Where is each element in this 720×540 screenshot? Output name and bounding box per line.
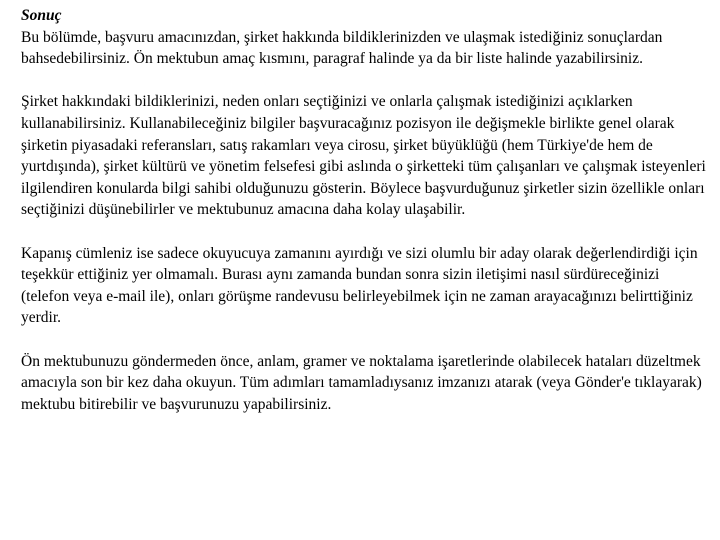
paragraph-closing-sentence: Kapanış cümleniz ise sadece okuyucuya zamanını ayırdığı ve sizi olumlu bir aday olarak değerlendirdiği için teşekkür ettiğiniz yer olmamalı. Burası aynı zamanda bundan sonra sizin iletişimi nasıl sürdüreceğinizi (telefon veya e-mail ile), onları görüşme randevusu belirleyebilmek için ne zaman arayacağınızı belirttiğiniz yerdir. [21,244,698,327]
paragraph-company-knowledge: Şirket hakkındaki bildiklerinizi, neden onları seçtiğinizi ve onlarla çalışmak istediğinizi açıklarken kullanabilirsiniz. Kullanabileceğiniz bilgiler başvuracağınız pozisyon ile değişmekle birlikte genel olarak şirketin piyasadaki referansları, satış rakamları veya cirosu, şirket büyüklüğü (hem Türkiye'de hem de yurtdışında), şirket kültürü ve yönetim felsefesi gibi aslında o şirketteki tüm çalışanları ve çalışmak isteyenleri ilgilendiren konularda bilgi sahibi olduğunuzu gösterin. Böylece başvurduğunuz şirketler sizin özellikle onları seçtiğinizi düşünebilirler ve mektubunuz amacına daha kolay ulaşabilir. [21,93,706,219]
paragraph-introduction: Bu bölümde, başvuru amacınızdan, şirket hakkında bildiklerinizden ve ulaşmak istediğiniz sonuçlardan bahsedebilirsiniz. Ön mektubun amaç kısmını, paragraf halinde ya da bir liste halinde yazabilirsiniz. [21,28,663,68]
section-heading: Sonuç [21,7,62,24]
document-body [21,5,711,437]
paragraph-final-review: Ön mektubunuzu göndermeden önce, anlam, gramer ve noktalama işaretlerinde olabilecek hataları düzeltmek amacıyla son bir kez daha okuyun. Tüm adımları tamamladıysanız imzanızı atarak (veya Gönder'e tıklayarak) mektubu bitirebilir ve başvurunuzu yapabilirsiniz. [21,352,702,413]
